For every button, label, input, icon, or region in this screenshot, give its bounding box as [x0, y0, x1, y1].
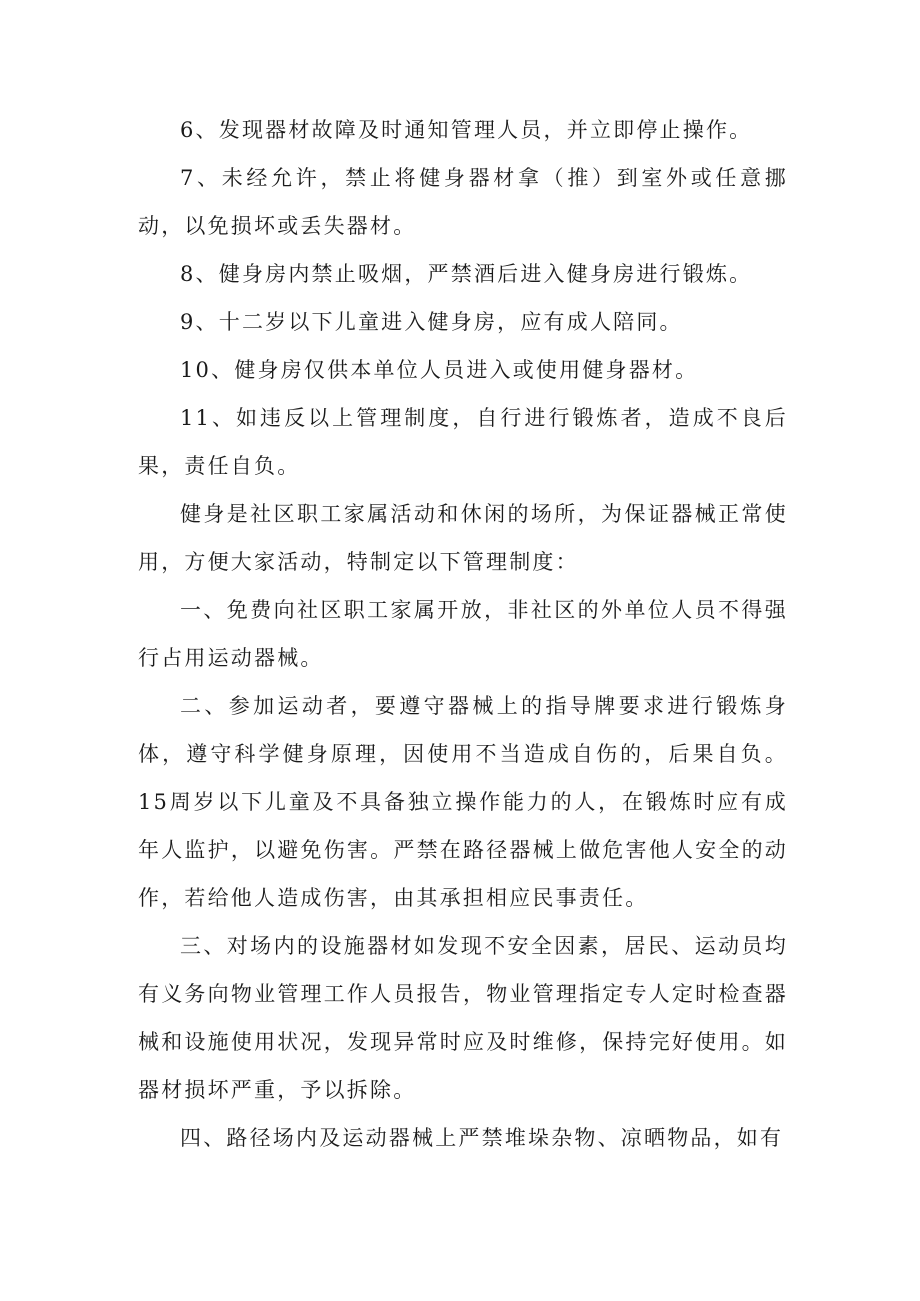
paragraph-rule-one: 一、免费向社区职工家属开放，非社区的外单位人员不得强行占用运动器械。	[138, 598, 788, 670]
paragraph-rule-four: 四、路径场内及运动器械上严禁堆垛杂物、凉晒物品，如有	[180, 1126, 784, 1150]
paragraph-rule-11: 11、如违反以上管理制度，自行进行锻炼者，造成不良后果，责任自负。	[138, 406, 788, 478]
paragraph-rule-8: 8、健身房内禁止吸烟，严禁酒后进入健身房进行锻炼。	[180, 262, 753, 286]
paragraph-rule-two: 二、参加运动者，要遵守器械上的指导牌要求进行锻炼身体，遵守科学健身原理，因使用不当造成自伤的，后果自负。15周岁以下儿童及不具备独立操作能力的人，在锻炼时应有成年人监护，以避免伤害。严禁在路径器械上做危害他人安全的动作，若给他人造成伤害，由其承担相应民事责任。	[138, 694, 788, 910]
document-body	[138, 106, 788, 1162]
paragraph-rule-three: 三、对场内的设施器材如发现不安全因素，居民、运动员均有义务向物业管理工作人员报告，物业管理指定专人定时检查器械和设施使用状况，发现异常时应及时维修，保持完好使用。如器材损坏严重，予以拆除。	[138, 934, 788, 1102]
paragraph-rule-7: 7、未经允许，禁止将健身器材拿（推）到室外或任意挪动，以免损坏或丢失器材。	[138, 166, 788, 238]
paragraph-rule-9: 9、十二岁以下儿童进入健身房，应有成人陪同。	[180, 310, 683, 334]
paragraph-rule-10: 10、健身房仅供本单位人员进入或使用健身器材。	[180, 358, 699, 382]
paragraph-rule-6: 6、发现器材故障及时通知管理人员，并立即停止操作。	[180, 118, 753, 142]
paragraph-intro: 健身是社区职工家属活动和休闲的场所，为保证器械正常使用，方便大家活动，特制定以下管理制度：	[138, 502, 788, 574]
